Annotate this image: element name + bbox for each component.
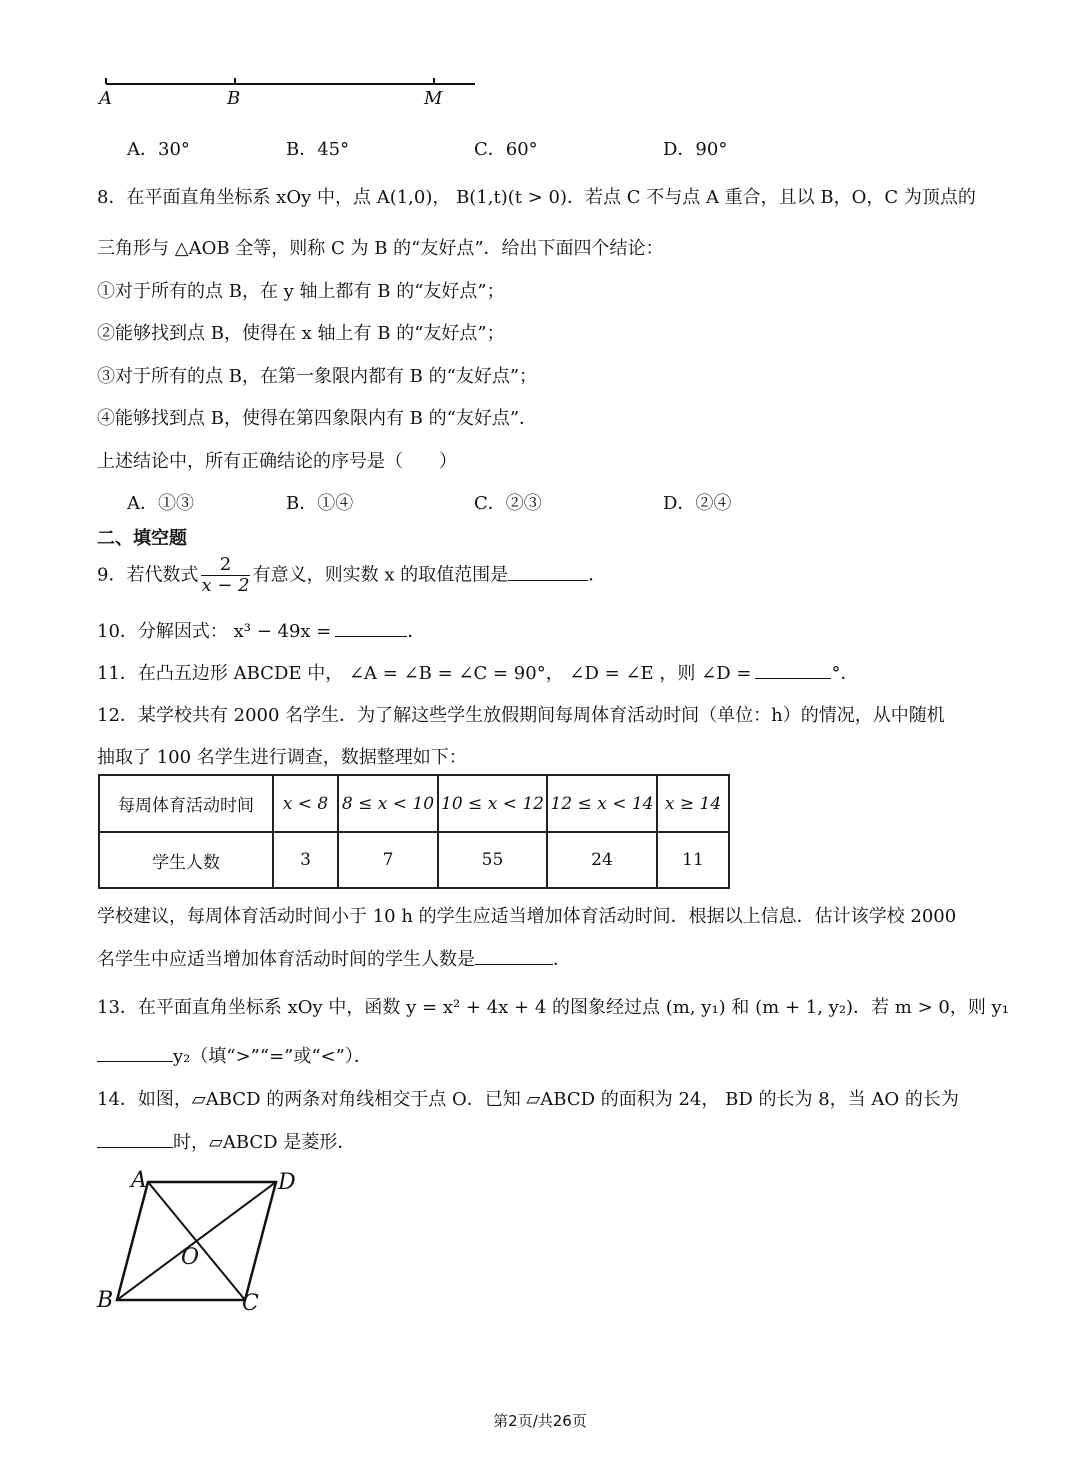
q8-question: 上述结论中，所有正确结论的序号是（ ） <box>97 451 457 472</box>
q9-answer-blank[interactable] <box>508 562 588 581</box>
q10 <box>97 617 425 643</box>
q7-option-b: B．45° <box>286 139 350 160</box>
q9-denominator: x − 2 <box>201 575 250 596</box>
q9-prefix: 9．若代数式 <box>97 564 199 586</box>
q14-line2 <box>97 1128 355 1154</box>
vertex-a-label: A <box>131 1168 147 1193</box>
q7-option-c: C．60° <box>474 139 538 160</box>
q10-end: ． <box>407 621 426 642</box>
q14-answer-blank[interactable] <box>97 1129 173 1148</box>
point-m-label: M <box>424 88 443 109</box>
q11 <box>97 659 858 685</box>
section-heading: 二、填空题 <box>97 528 187 549</box>
q8-stem-line1: 8．在平面直角坐标系 xOy 中，点 A(1,0)， B(1,t)(t > 0)．若点 C 不与点 A 重合，且以 B，O，C 为顶点的 <box>97 187 976 208</box>
q12-stem-line2: 抽取了 100 名学生进行调查，数据整理如下： <box>97 747 467 768</box>
q8-statement-1: ①对于所有的点 B，在 y 轴上都有 B 的“友好点”； <box>97 281 505 302</box>
table-header-row <box>99 775 729 832</box>
q12-answer-blank[interactable] <box>475 946 553 965</box>
q13-line2 <box>97 1042 372 1068</box>
q8-statement-4: ④能够找到点 B，使得在第四象限内有 B 的“友好点”． <box>97 408 538 429</box>
q9-numerator: 2 <box>201 555 249 576</box>
table-cell: 学生人数 <box>99 832 273 888</box>
page-footer: 第2页/共26页 <box>493 1412 587 1430</box>
segment-diagram <box>100 72 480 112</box>
q10-text: 10．分解因式： x³ − 49x = <box>97 621 332 642</box>
q12-stem-line1: 12．某学校共有 2000 名学生．为了解这些学生放假期间每周体育活动时间（单位：h）的情况，从中随机 <box>97 705 945 726</box>
q8-stem-line2: 三角形与 △AOB 全等，则称 C 为 B 的“友好点”．给出下面四个结论： <box>97 238 664 259</box>
q11-answer-blank[interactable] <box>755 660 831 679</box>
table-row <box>99 832 729 888</box>
q13-line2-text: y₂（填“>”“=”或“<”）． <box>173 1046 372 1067</box>
q7-option-d: D．90° <box>663 139 728 160</box>
table-cell: 55 <box>438 832 547 888</box>
activity-time-table <box>98 774 730 889</box>
q13-stem-line1: 13．在平面直角坐标系 xOy 中，函数 y = x² + 4x + 4 的图象经过点 (m, y₁) 和 (m + 1, y₂)．若 m > 0，则 y₁ <box>97 997 1009 1018</box>
table-header-cell: 8 ≤ x < 10 <box>338 775 438 832</box>
table-cell: 3 <box>273 832 338 888</box>
table-header-cell: x < 8 <box>273 775 338 832</box>
q8-statement-2: ②能够找到点 B，使得在 x 轴上有 B 的“友好点”； <box>97 323 505 344</box>
q8-option-c: C．②③ <box>474 493 542 514</box>
point-b-label: B <box>227 88 241 109</box>
q13-answer-blank[interactable] <box>97 1043 173 1062</box>
q9-fraction <box>201 555 249 596</box>
q12-after-line1: 学校建议，每周体育活动时间小于 10 h 的学生应适当增加体育活动时间．根据以上信息．估计该学校 2000 <box>97 906 957 927</box>
q11-end: °． <box>831 663 859 684</box>
table-header-cell: x ≥ 14 <box>657 775 729 832</box>
table-cell: 7 <box>338 832 438 888</box>
q8-option-a: A．①③ <box>127 493 194 514</box>
q9-suffix: 有意义，则实数 x 的取值范围是 <box>252 564 509 586</box>
diagonal-bd <box>117 1182 276 1300</box>
q12-end: ． <box>553 949 571 970</box>
q12-after-line2 <box>97 945 571 971</box>
table-header-cell: 10 ≤ x < 12 <box>438 775 547 832</box>
table-header-cell: 12 ≤ x < 14 <box>547 775 657 832</box>
q8-option-b: B．①④ <box>286 493 354 514</box>
table-header-cell: 每周体育活动时间 <box>99 775 273 832</box>
vertex-b-label: B <box>97 1288 114 1313</box>
vertex-c-label: C <box>242 1291 259 1316</box>
q12-after-text: 名学生中应适当增加体育活动时间的学生人数是 <box>97 949 475 970</box>
q8-option-d: D．②④ <box>663 493 732 514</box>
q10-answer-blank[interactable] <box>335 618 407 637</box>
center-o-label: O <box>181 1245 200 1270</box>
point-a-label: A <box>99 88 112 109</box>
q9-end: ． <box>588 564 607 586</box>
table-cell: 11 <box>657 832 729 888</box>
q14-stem-line1: 14．如图，▱ABCD 的两条对角线相交于点 O．已知 ▱ABCD 的面积为 24， BD 的长为 8，当 AO 的长为 <box>97 1089 959 1110</box>
q14-line2-text: 时，▱ABCD 是菱形． <box>173 1132 356 1153</box>
q8-statement-3: ③对于所有的点 B，在第一象限内都有 B 的“友好点”； <box>97 366 538 387</box>
q7-option-a: A．30° <box>127 139 190 160</box>
vertex-d-label: D <box>278 1170 296 1195</box>
table-cell: 24 <box>547 832 657 888</box>
q9 <box>97 555 606 596</box>
q11-text: 11．在凸五边形 ABCDE 中， ∠A = ∠B = ∠C = 90°， ∠D = ∠E ，则 ∠D = <box>97 663 752 684</box>
